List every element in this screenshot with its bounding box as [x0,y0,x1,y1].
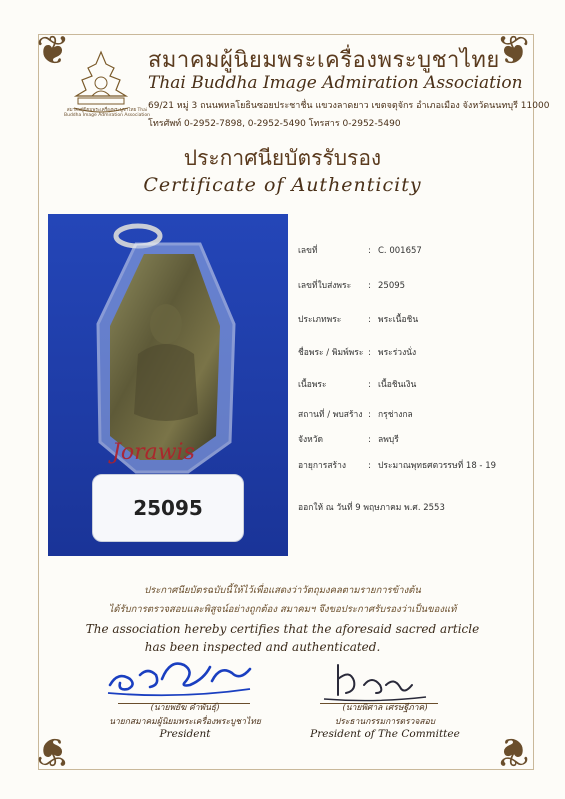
issue-date: ออกให้ ณ วันที่ 9 พฤษภาคม พ.ศ. 2553 [298,503,445,513]
detail-row: จังหวัด : ลพบุรี [298,432,399,446]
detail-label: เลขที่ใบส่งพระ [298,281,352,291]
committee-president-title-thai: ประธานกรรมการตรวจสอบ [334,717,436,727]
detail-row: เลขที่ใบส่งพระ : 25095 [298,278,405,292]
statement-thai-line-2: ได้รับการตรวจสอบและพิสูจน์อย่างถูกต้อง สมาคมฯ จึงขอประกาศรับรองว่าเป็นของแท้ [108,604,457,615]
detail-value: C. 001657 [378,246,422,256]
detail-row: อายุการสร้าง : ประมาณพุทธศตวรรษที่ 18 - 19 [298,458,496,472]
detail-label: เลขที่ [298,246,318,256]
statement-thai-line-1: ประกาศนียบัตรฉบับนี้ให้ไว้เพื่อแสดงว่าวัตถุมงคลตามรายการข้างต้น [144,585,421,596]
watermark-text: Jorawis [112,440,195,465]
detail-row: เลขที่ : C. 001657 [298,243,422,257]
detail-value: ประมาณพุทธศตวรรษที่ 18 - 19 [378,461,497,471]
logo-caption: สมาคมผู้นิยมพระเครื่องพระบูชาไทย Thai Buddha Image Admiration Association [64,108,150,118]
detail-label: ชื่อพระ / พิมพ์พระ [298,348,364,358]
detail-value: พระเนื้อชิน [378,315,419,325]
president-signature [100,645,260,701]
detail-value: 25095 [378,281,406,291]
association-address: 69/21 หมู่ 3 ถนนพหลโยธินซอยประชาชื่น แขวงลาดยาว เขตจตุจักร อำเภอเมือง จังหวัดนนทบุรี 11000 [148,101,550,111]
committee-president-name-thai: (นายพิศาล เศรษฐีภาค) [342,703,428,713]
detail-label: เนื้อพระ [298,380,327,390]
detail-value: ลพบุรี [378,435,399,445]
detail-value: พระร่วงนั่ง [378,348,417,358]
detail-label: อายุการสร้าง [298,461,347,471]
detail-label: ประเภทพระ [298,315,342,325]
detail-row: สถานที่ / พบสร้าง : กรุช่างกล [298,407,413,421]
president-title-thai: นายกสมาคมผู้นิยมพระเครื่องพระบูชาไทย [109,717,261,727]
detail-label: สถานที่ / พบสร้าง [298,410,363,420]
statement-english-line-1: The association hereby certifies that the aforesaid sacred article [85,622,480,636]
committee-president-role: President of The Committee [310,728,460,740]
detail-value: กรุช่างกล [378,410,413,420]
association-name-english: Thai Buddha Image Admiration Association [148,73,523,93]
certificate-title-english: Certificate of Authenticity [143,174,422,196]
association-telephone: โทรศัพท์ 0-2952-7898, 0-2952-5490 โทรสาร 0-2952-5490 [148,119,401,129]
submission-number-label: 25095 [92,474,244,542]
corner-ornament-icon: ❦ [496,28,530,74]
president-name-thai: (นายพยัฆ คำพันธุ์) [150,703,220,713]
association-name-thai: สมาคมผู้นิยมพระเครื่องพระบูชาไทย [148,48,500,73]
detail-value: เนื้อชินเงิน [378,380,417,390]
corner-ornament-icon: ❦ [36,728,70,774]
detail-row: ชื่อพระ / พิมพ์พระ : พระร่วงนั่ง [298,345,416,359]
detail-row: ประเภทพระ : พระเนื้อชิน [298,312,418,326]
detail-label: จังหวัด [298,435,324,445]
corner-ornament-icon: ❦ [496,728,530,774]
statement-english-line-2: has been inspected and authenticated. [144,640,381,654]
detail-row: เนื้อพระ : เนื้อชินเงิน [298,377,416,391]
president-role: President [159,728,211,740]
corner-ornament-icon: ❦ [36,28,70,74]
certificate-title-thai: ประกาศนียบัตรรับรอง [183,146,382,170]
